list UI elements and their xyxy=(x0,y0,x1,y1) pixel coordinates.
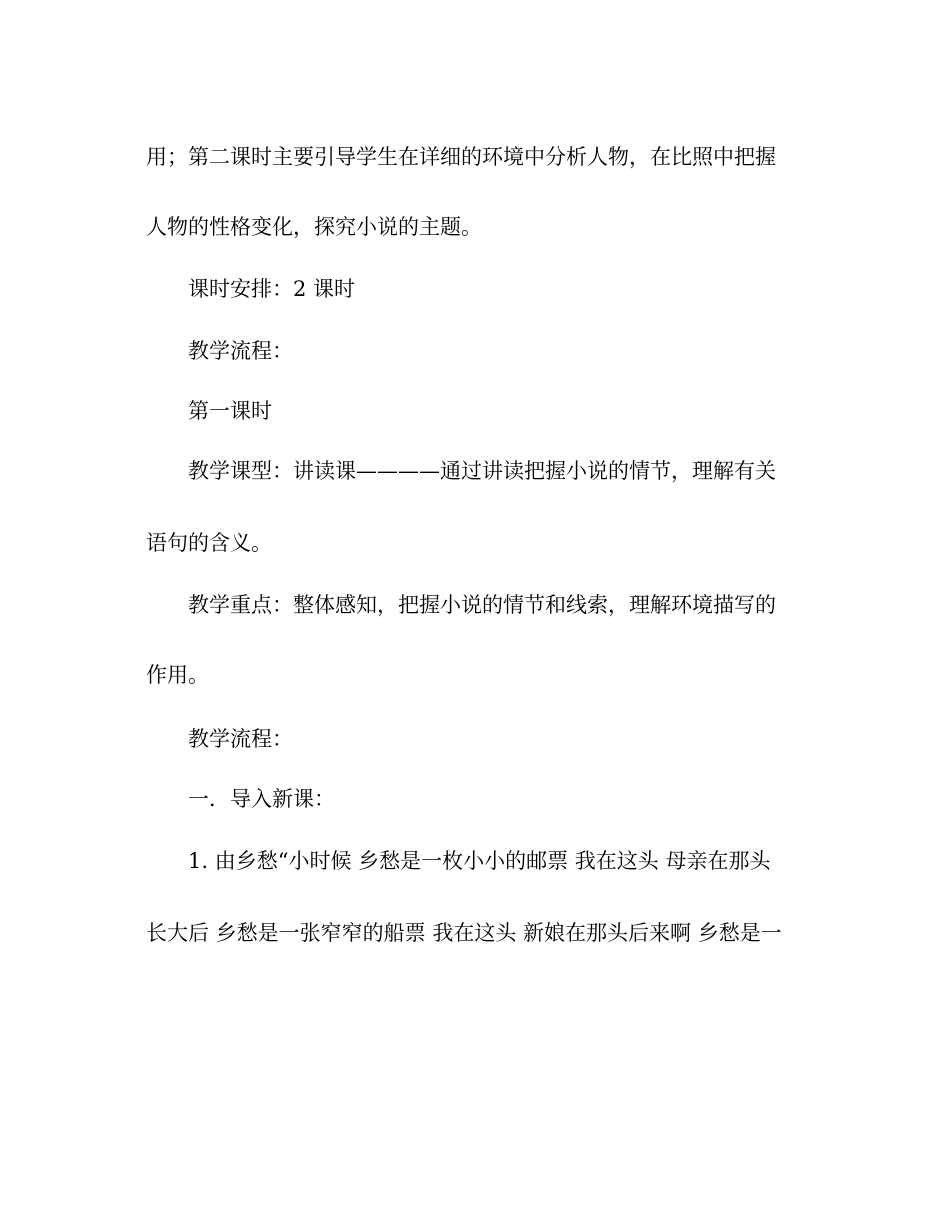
class-hours-line: 课时安排：2 课时 xyxy=(188,277,356,301)
paragraph-line: 用；第二课时主要引导学生在详细的环境中分析人物，在比照中把握 xyxy=(146,145,776,169)
paragraph-line: 长大后 乡愁是一张窄窄的船票 我在这头 新娘在那头后来啊 乡愁是一 xyxy=(146,921,782,945)
first-lesson-heading: 第一课时 xyxy=(188,399,272,423)
section-heading: 一．导入新课： xyxy=(188,787,335,811)
paragraph-line: 语句的含义。 xyxy=(146,531,272,555)
lesson-type-line: 教学课型：讲读课————通过讲读把握小说的情节，理解有关 xyxy=(188,459,776,483)
list-item-line: 1. 由乡愁“小时候 乡愁是一枚小小的邮票 我在这头 母亲在那头 xyxy=(188,849,771,873)
paragraph-line: 作用。 xyxy=(146,663,209,687)
paragraph-line: 人物的性格变化，探究小说的主题。 xyxy=(146,215,482,239)
teaching-flow-heading: 教学流程： xyxy=(188,339,293,363)
teaching-flow-heading: 教学流程： xyxy=(188,727,293,751)
key-points-line: 教学重点：整体感知，把握小说的情节和线索，理解环境描写的 xyxy=(188,593,776,617)
